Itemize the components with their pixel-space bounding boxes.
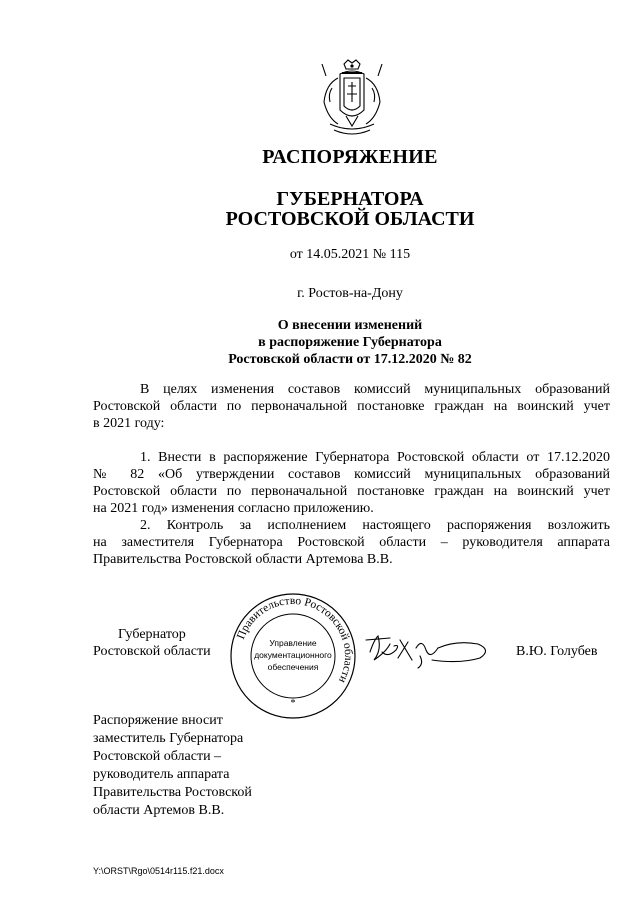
place-of-issue: г. Ростов-на-Дону	[297, 286, 403, 301]
item2-line2: на заместителя Губернатора Ростовской области – руководителя аппарата	[93, 535, 610, 550]
item1-line1: 1. Внести в распоряжение Губернатора Ростовской области от 17.12.2020	[140, 450, 610, 465]
handwritten-signature	[360, 630, 495, 670]
note-line3: Ростовской области –	[93, 749, 222, 764]
stamp-star: *	[290, 698, 296, 709]
date-and-number: от 14.05.2021 № 115	[289, 247, 411, 262]
note-line6: области Артемов В.В.	[93, 803, 225, 818]
signer-position-line2: Ростовской области	[93, 644, 211, 659]
signer-name: В.Ю. Голубев	[516, 644, 598, 659]
note-line4: руководитель аппарата	[93, 767, 230, 782]
intro-line3: в 2021 году:	[93, 416, 165, 431]
signer-position-line1: Губернатор	[118, 627, 186, 642]
item1-line3: Ростовской области по первоначальной постановке граждан на воинский учет	[93, 484, 610, 499]
subject-line3: Ростовской области от 17.12.2020 № 82	[228, 352, 472, 367]
coat-of-arms-icon	[318, 58, 386, 140]
issuer-heading-line1: ГУБЕРНАТОРА	[276, 188, 424, 210]
note-line1: Распоряжение вносит	[93, 713, 223, 728]
subject-line2: в распоряжение Губернатора	[258, 335, 442, 350]
subject-line1: О внесении изменений	[277, 318, 423, 333]
stamp-ring-text: Правительство Ростовской области	[235, 594, 355, 685]
item2-line3: Правительства Ростовской области Артемова В.В.	[93, 552, 393, 567]
stamp-center-line1: Управление	[269, 638, 317, 648]
stamp-center-line3: обеспечения	[267, 662, 319, 672]
item1-line2: № 82 «Об утверждении составов комиссий муниципальных образований	[93, 467, 610, 482]
intro-line1: В целях изменения составов комиссий муниципальных образований	[140, 382, 610, 397]
intro-line2: Ростовской области по первоначальной постановке граждан на воинский учет	[93, 399, 610, 414]
stamp-center-line2: документационного	[254, 650, 332, 660]
file-path-footer: Y:\ORST\Rgo\0514r115.f21.docx	[93, 866, 224, 876]
document-type-heading: РАСПОРЯЖЕНИЕ	[262, 146, 438, 168]
item2-line1: 2. Контроль за исполнением настоящего распоряжения возложить	[140, 518, 610, 533]
submitter-note	[93, 712, 252, 820]
item1-line4: на 2021 год» изменения согласно приложению.	[93, 501, 374, 516]
issuer-heading-line2: РОСТОВСКОЙ ОБЛАСТИ	[225, 208, 475, 230]
official-stamp	[227, 592, 359, 720]
note-line2: заместитель Губернатора	[93, 731, 244, 746]
note-line5: Правительства Ростовской	[93, 785, 252, 800]
